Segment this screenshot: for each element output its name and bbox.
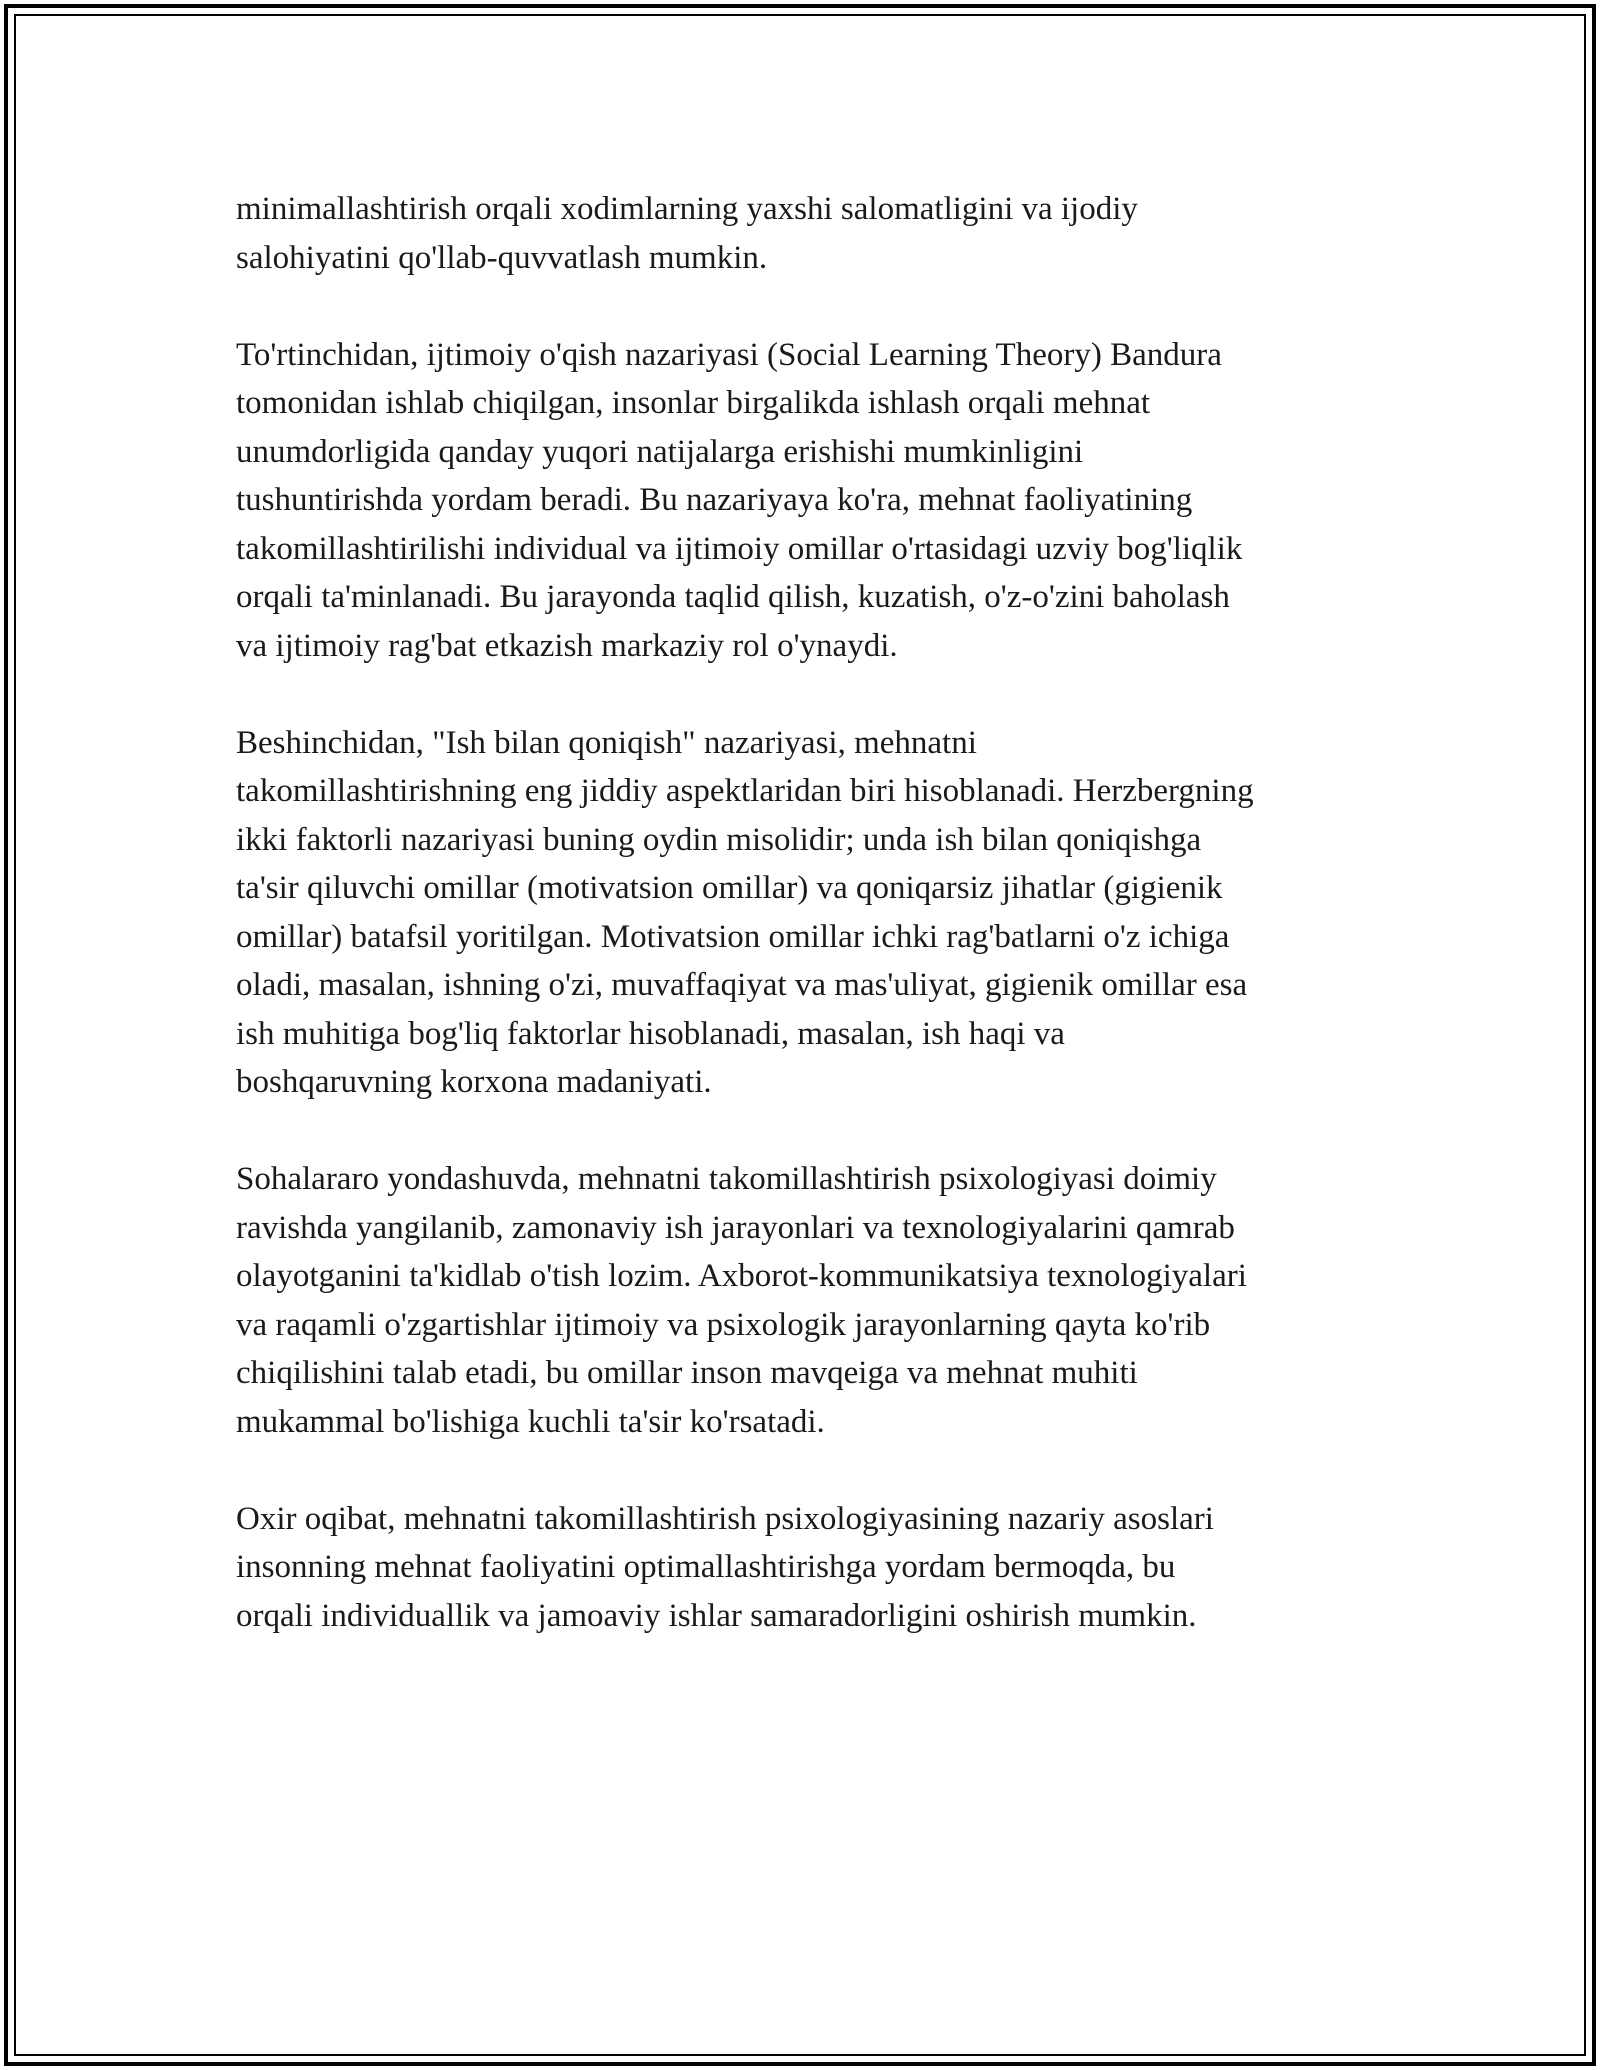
text-line: ikki faktorli nazariyasi buning oydin misolidir; unda ish bilan qoniqishga — [236, 821, 1202, 858]
paragraph-3 — [236, 719, 1376, 1107]
text-line: Oxir oqibat, mehnatni takomillashtirish psixologiyasining nazariy asoslari — [236, 1500, 1214, 1537]
text-line: va ijtimoiy rag'bat etkazish markaziy rol o'ynaydi. — [236, 627, 898, 664]
text-line: ravishda yangilanib, zamonaviy ish jarayonlari va texnologiyalarini qamrab — [236, 1209, 1235, 1246]
text-line: oladi, masalan, ishning o'zi, muvaffaqiyat va mas'uliyat, gigienik omillar esa — [236, 967, 1248, 1003]
text-line: ta'sir qiluvchi omillar (motivatsion omillar) va qoniqarsiz jihatlar (gigienik — [236, 870, 1223, 906]
text-line: To'rtinchidan, ijtimoiy o'qish nazariyasi (Social Learning Theory) Bandura — [236, 336, 1222, 373]
text-line: unumdorligida qanday yuqori natijalarga erishishi mumkinligini — [236, 433, 1084, 470]
paragraph-1 — [236, 185, 1376, 282]
text-line: insonning mehnat faoliyatini optimallashtirishga yordam bermoqda, bu — [236, 1549, 1176, 1585]
paragraph-5 — [236, 1495, 1376, 1641]
text-line: tomonidan ishlab chiqilgan, insonlar birgalikda ishlash orqali mehnat — [236, 385, 1151, 421]
text-line: tushuntirishda yordam beradi. Bu nazariyaya ko'ra, mehnat faoliyatining — [236, 482, 1193, 518]
text-line: chiqilishini talab etadi, bu omillar inson mavqeiga va mehnat muhiti — [236, 1355, 1138, 1391]
text-line: salohiyatini qo'llab-quvvatlash mumkin. — [236, 239, 768, 276]
text-line: orqali ta'minlanadi. Bu jarayonda taqlid qilish, kuzatish, o'z-o'zini baholash — [236, 579, 1230, 615]
text-line: boshqaruvning korxona madaniyati. — [236, 1064, 712, 1100]
text-line: olayotganini ta'kidlab o'tish lozim. Axborot-kommunikatsiya texnologiyalari — [236, 1258, 1247, 1294]
text-line: takomillashtirishning eng jiddiy aspektlaridan biri hisoblanadi. Herzbergning — [236, 773, 1254, 809]
paragraph-2 — [236, 331, 1376, 671]
text-line: Beshinchidan, "Ish bilan qoniqish" nazariyasi, mehnatni — [236, 724, 977, 761]
text-line: minimallashtirish orqali xodimlarning yaxshi salomatligini va ijodiy — [236, 191, 1138, 227]
text-line: mukammal bo'lishiga kuchli ta'sir ko'rsatadi. — [236, 1403, 825, 1440]
text-line: Sohalararo yondashuvda, mehnatni takomillashtirish psixologiyasi doimiy — [236, 1161, 1217, 1197]
text-line: ish muhitiga bog'liq faktorlar hisoblanadi, masalan, ish haqi va — [236, 1015, 1065, 1052]
text-line: orqali individuallik va jamoaviy ishlar samaradorligini oshirish mumkin. — [236, 1597, 1197, 1634]
text-line: takomillashtirilishi individual va ijtimoiy omillar o'rtasidagi uzviy bog'liqlik — [236, 530, 1243, 567]
paragraph-4 — [236, 1155, 1376, 1446]
text-line: omillar) batafsil yoritilgan. Motivatsion omillar ichki rag'batlarni o'z ichiga — [236, 918, 1230, 955]
document-body — [236, 185, 1376, 1689]
text-line: va raqamli o'zgartishlar ijtimoiy va psixologik jarayonlarning qayta ko'rib — [236, 1306, 1211, 1343]
